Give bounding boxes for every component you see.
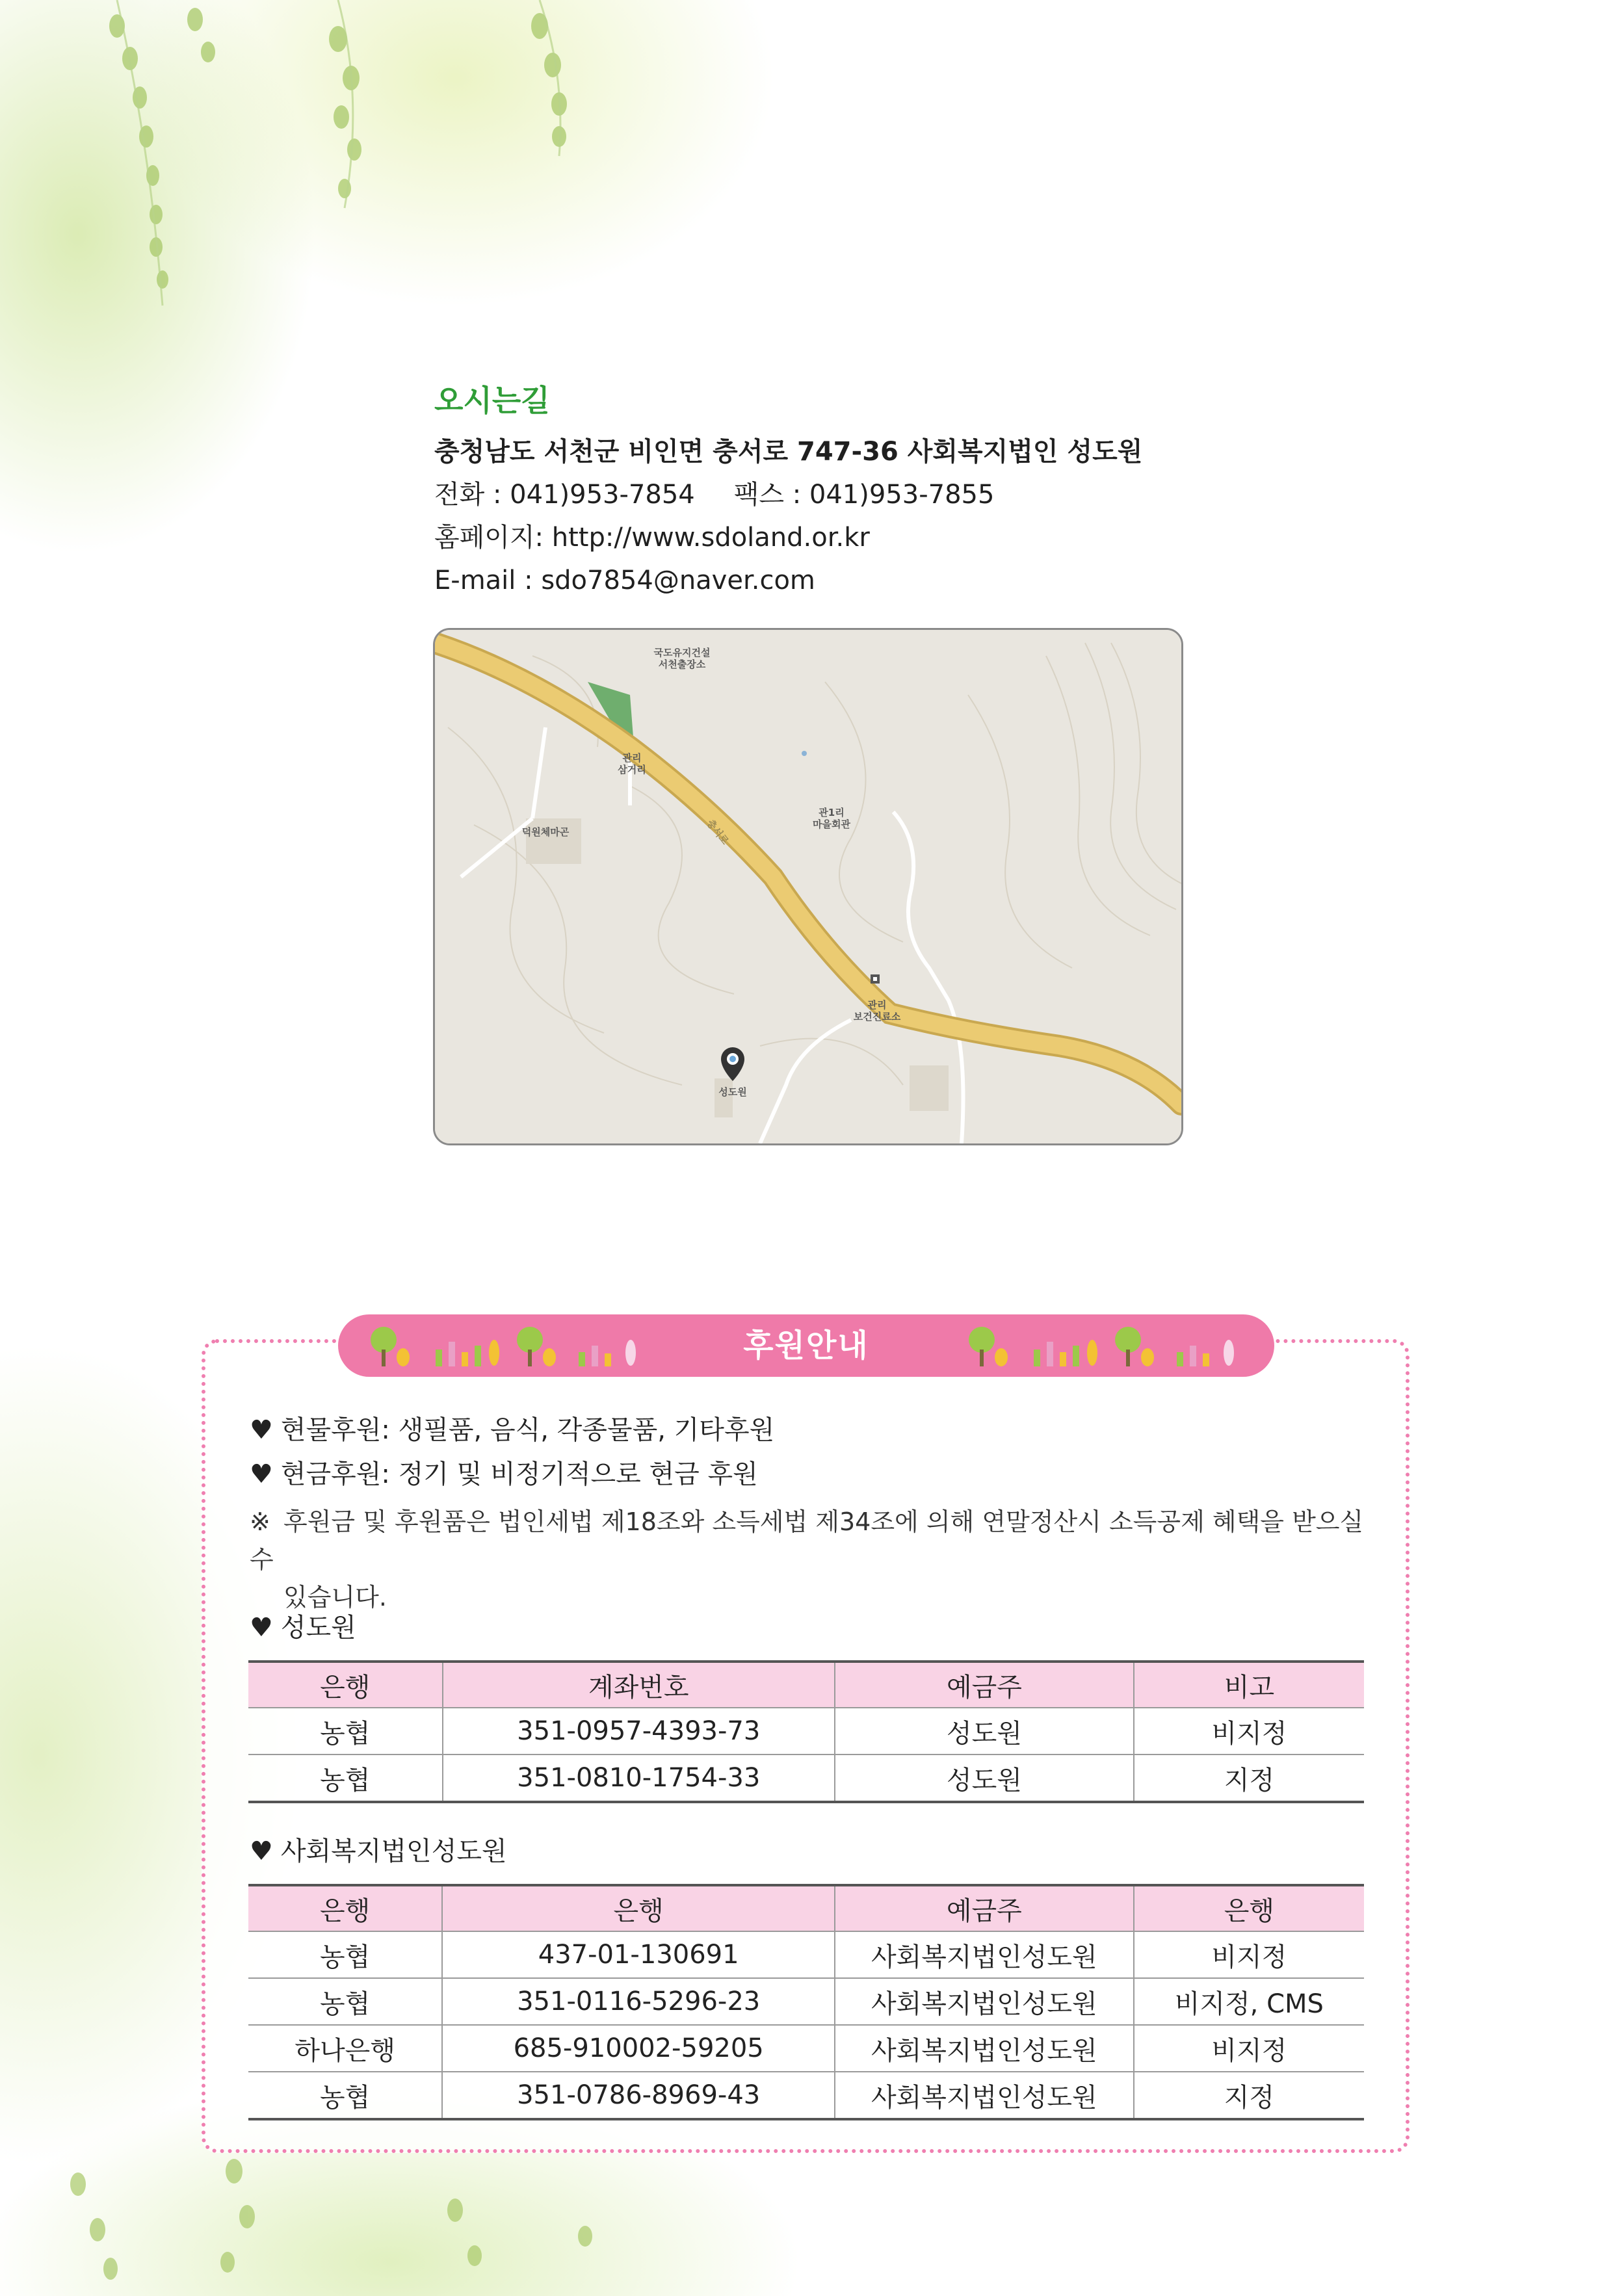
table2-heading-text: 사회복지법인성도원 xyxy=(280,1836,507,1866)
cell-remarks: 지정 xyxy=(1134,1755,1364,1802)
table-row xyxy=(248,1708,1364,1755)
email-link[interactable]: E-mail : sdo7854@naver.com xyxy=(434,566,815,595)
heart-icon: ♥ xyxy=(250,1836,273,1866)
cell-bank: 농협 xyxy=(248,1708,443,1755)
vine-decoration-bottom xyxy=(0,2132,650,2296)
map-graphic xyxy=(435,630,1181,1143)
table-row xyxy=(248,1931,1364,1978)
sponsorship-title: 후원안내 xyxy=(743,1327,869,1364)
cell-account-holder: 사회복지법인성도원 xyxy=(835,1978,1134,2025)
cash-donation-text: 현금후원: 정기 및 비정기적으로 현금 후원 xyxy=(280,1459,758,1489)
cell-account-holder: 성도원 xyxy=(835,1755,1134,1802)
table-row xyxy=(248,1755,1364,1802)
table1-heading-text: 성도원 xyxy=(280,1613,356,1643)
table-row xyxy=(248,2025,1364,2072)
account-table-sdo xyxy=(248,1660,1364,1803)
map-label-village-hall-line1: 관1리 xyxy=(819,807,845,818)
cell-account-number: 685-910002-59205 xyxy=(442,2025,835,2072)
map-label-junction xyxy=(609,752,655,776)
header-bank: 은행 xyxy=(248,1885,442,1931)
cell-bank: 농협 xyxy=(248,1978,442,2025)
location-map[interactable] xyxy=(433,628,1183,1145)
cell-remarks: 비지정, CMS xyxy=(1134,1978,1364,2025)
map-label-road: 충서로 xyxy=(704,817,731,847)
cell-account-number: 351-0957-4393-73 xyxy=(443,1708,835,1755)
heart-icon: ♥ xyxy=(250,1613,273,1643)
note-line2: 있습니다. xyxy=(283,1583,387,1611)
map-label-clinic-line1: 관리 xyxy=(867,999,887,1011)
header-bank: 은행 xyxy=(248,1662,443,1708)
map-label-clinic xyxy=(832,999,923,1023)
header-remarks: 은행 xyxy=(1134,1885,1364,1931)
account-table-corporation xyxy=(248,1884,1364,2120)
cell-account-holder: 성도원 xyxy=(835,1708,1134,1755)
goods-donation-text: 현물후원: 생필품, 음식, 각종물품, 기타후원 xyxy=(280,1415,775,1445)
cell-remarks: 비지정 xyxy=(1134,1708,1364,1755)
map-label-deokwon: 덕원체마곤 xyxy=(521,826,570,838)
homepage-link[interactable]: 홈페이지: http://www.sdoland.or.kr xyxy=(434,523,870,553)
cell-account-number: 351-0116-5296-23 xyxy=(442,1978,835,2025)
cell-account-number: 437-01-130691 xyxy=(442,1931,835,1978)
table2-heading xyxy=(250,1833,507,1870)
cell-account-holder: 사회복지법인성도원 xyxy=(835,2072,1134,2119)
cell-account-holder: 사회복지법인성도원 xyxy=(835,1931,1134,1978)
header-account-number: 은행 xyxy=(442,1885,835,1931)
map-label-village-hall-line2: 마을회관 xyxy=(813,818,850,830)
heart-icon: ♥ xyxy=(250,1459,273,1489)
map-label-junction-line2: 삼거리 xyxy=(618,764,646,776)
note-mark: ※ xyxy=(250,1507,270,1536)
table-row xyxy=(248,2072,1364,2119)
cell-remarks: 비지정 xyxy=(1134,1931,1364,1978)
fax-text: 팩스 : 041)953-7855 xyxy=(733,480,995,510)
table-row xyxy=(248,1978,1364,2025)
directions-title: 오시는길 xyxy=(434,383,550,418)
cell-bank: 농협 xyxy=(248,1931,442,1978)
cell-account-number: 351-0810-1754-33 xyxy=(443,1755,835,1802)
tax-deduction-note xyxy=(250,1503,1381,1616)
map-label-office-line1: 국도유지건설 xyxy=(653,647,711,659)
cash-donation-item xyxy=(250,1456,758,1493)
sponsorship-banner xyxy=(338,1314,1274,1377)
table-header-row xyxy=(248,1885,1364,1931)
map-label-junction-line1: 관리 xyxy=(622,752,642,764)
map-label-office xyxy=(623,647,741,670)
header-account-holder: 예금주 xyxy=(835,1885,1134,1931)
header-account-holder: 예금주 xyxy=(835,1662,1134,1708)
table1-heading xyxy=(250,1610,356,1646)
map-label-destination: 성도원 xyxy=(718,1086,747,1098)
cell-bank: 농협 xyxy=(248,2072,442,2119)
cell-remarks: 지정 xyxy=(1134,2072,1364,2119)
note-line1: 후원금 및 후원품은 법인세법 제18조와 소득세법 제34조에 의해 연말정산시 소득공제 혜택을 받으실 수 xyxy=(250,1507,1364,1574)
cell-bank: 농협 xyxy=(248,1755,443,1802)
phone-text: 전화 : 041)953-7854 xyxy=(434,480,695,510)
directions-section xyxy=(434,382,1214,602)
header-remarks: 비고 xyxy=(1134,1662,1364,1708)
map-label-village-hall xyxy=(793,807,871,830)
cell-remarks: 비지정 xyxy=(1134,2025,1364,2072)
table-header-row xyxy=(248,1662,1364,1708)
vine-decoration-top xyxy=(0,0,585,364)
contact-line xyxy=(434,473,1214,516)
goods-donation-item xyxy=(250,1412,774,1448)
cell-account-holder: 사회복지법인성도원 xyxy=(835,2025,1134,2072)
map-label-clinic-line2: 보건진료소 xyxy=(853,1011,901,1023)
header-account-number: 계좌번호 xyxy=(443,1662,835,1708)
address-text: 충청남도 서천군 비인면 충서로 747-36 사회복지법인 성도원 xyxy=(434,437,1143,467)
cell-account-number: 351-0786-8969-43 xyxy=(442,2072,835,2119)
heart-icon: ♥ xyxy=(250,1415,273,1445)
map-label-office-line2: 서천출장소 xyxy=(658,659,706,670)
cell-bank: 하나은행 xyxy=(248,2025,442,2072)
